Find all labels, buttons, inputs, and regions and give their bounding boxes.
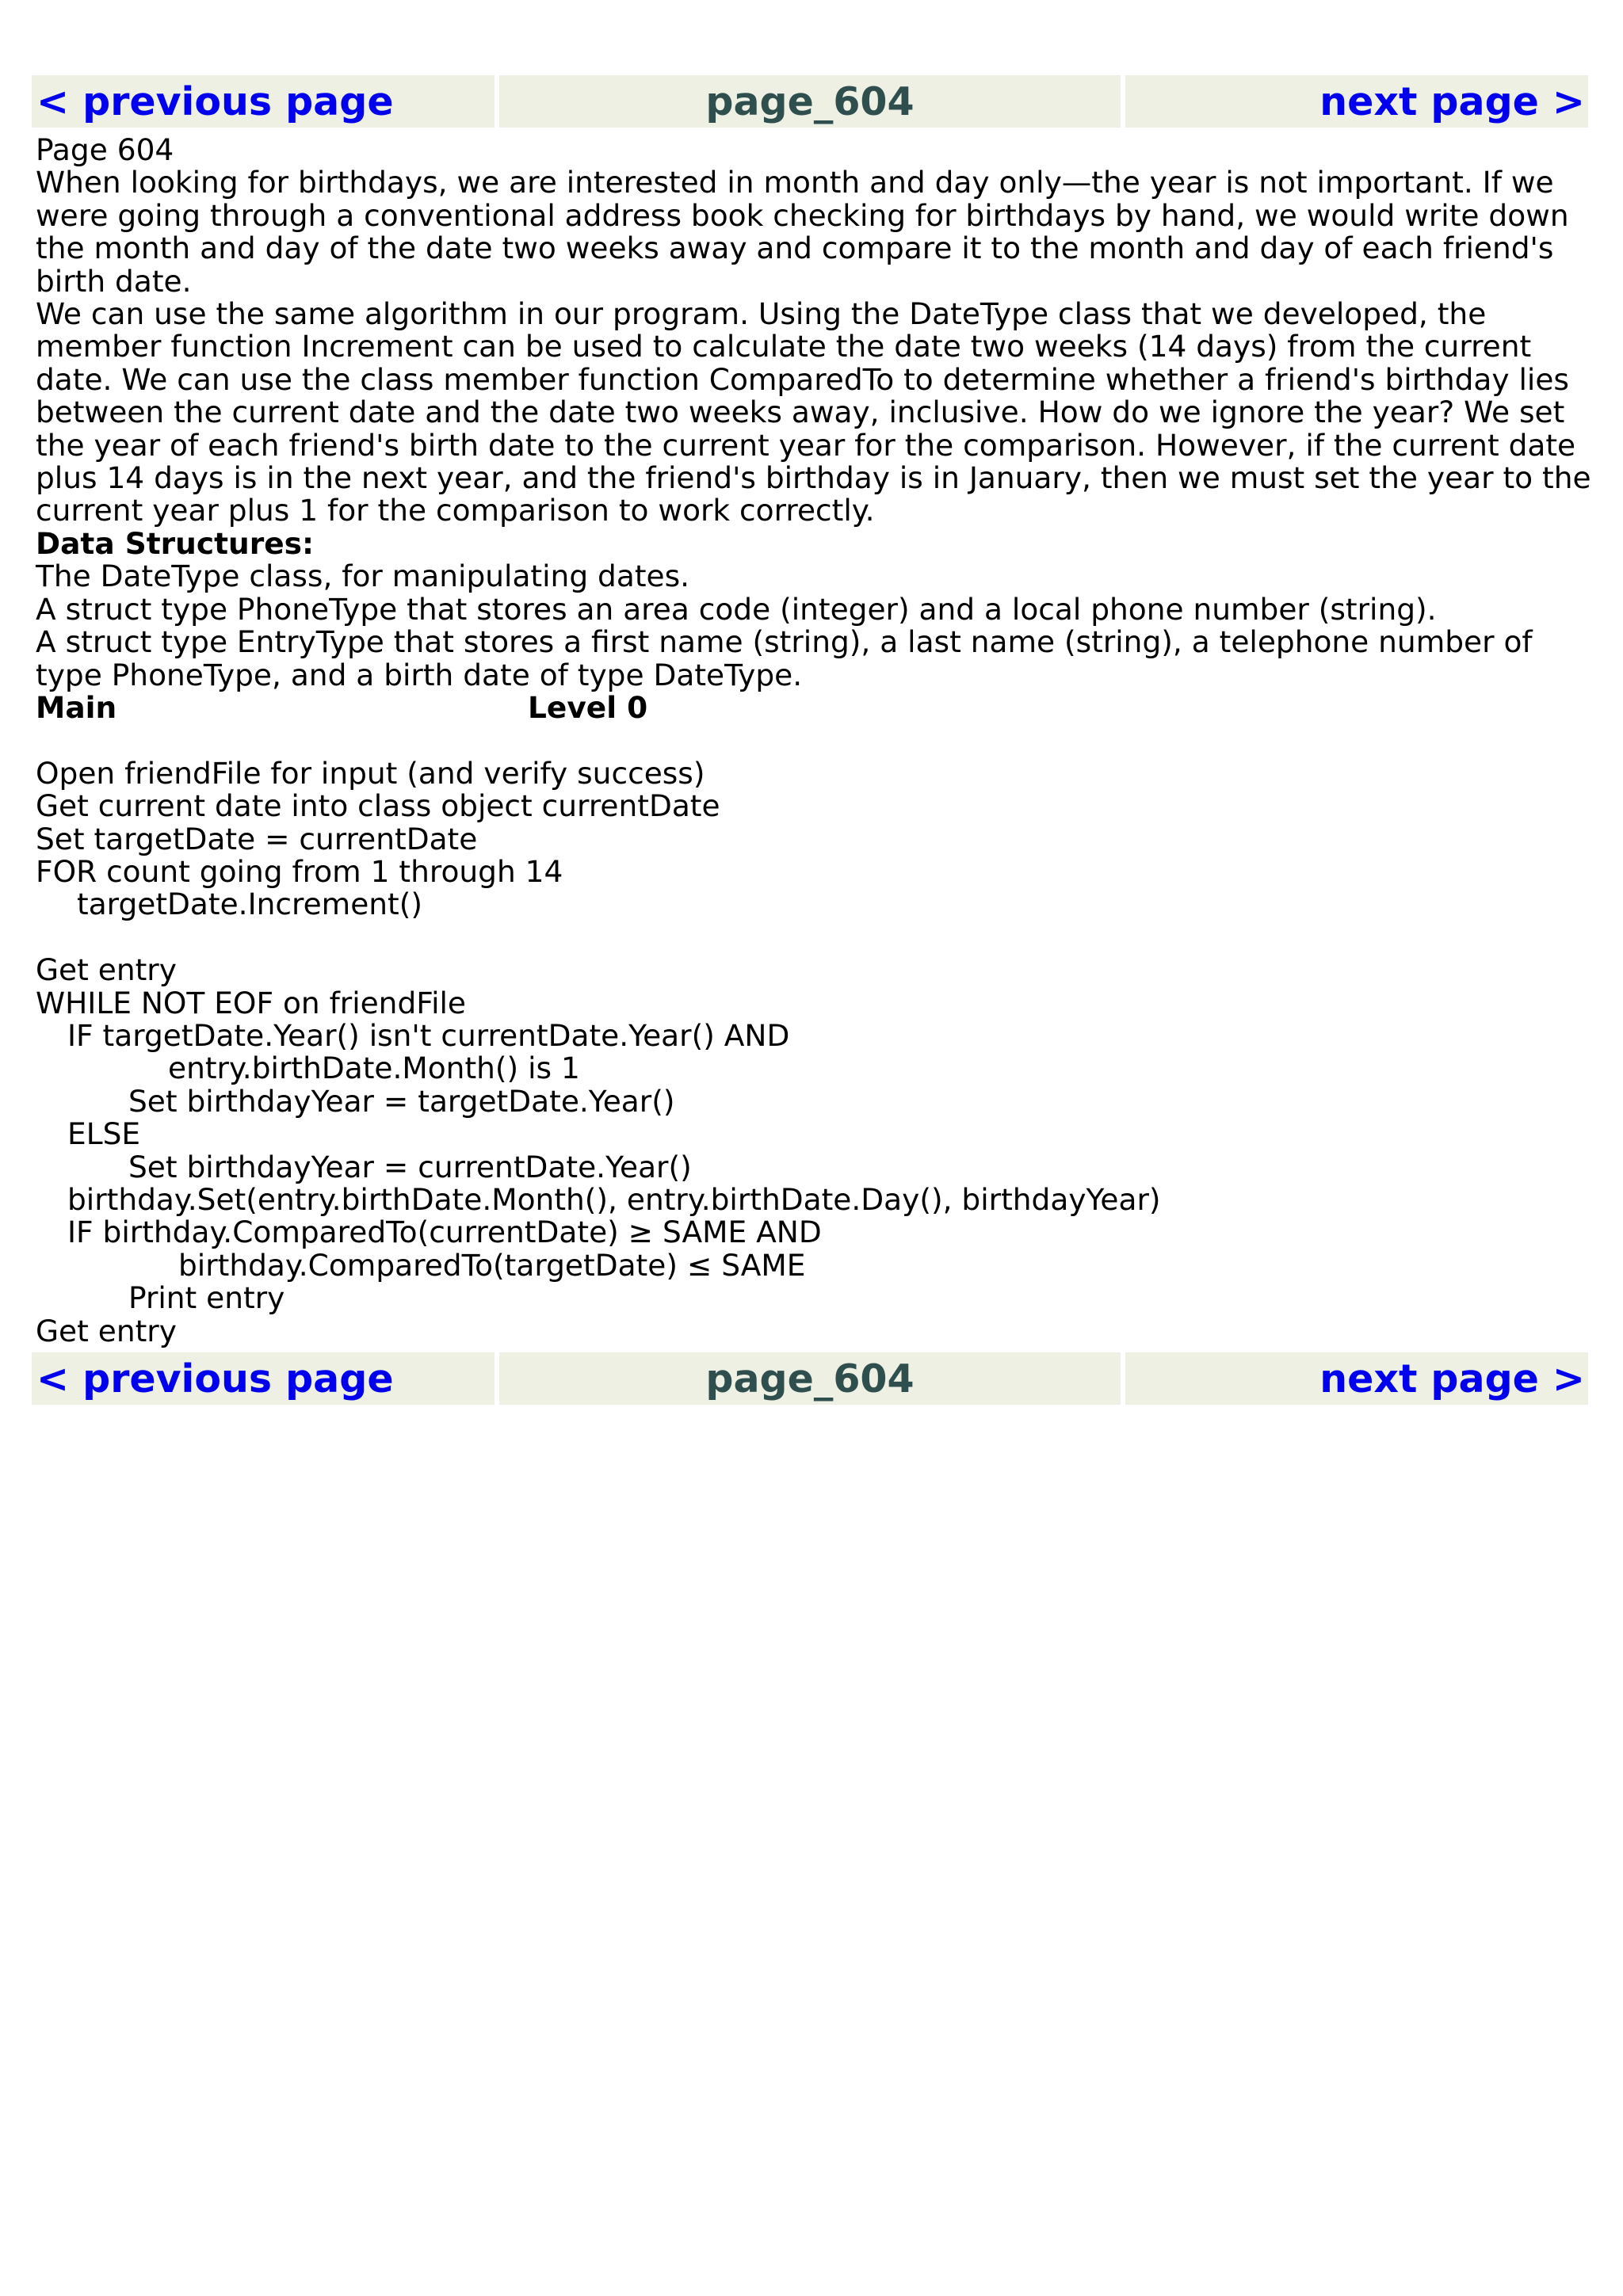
pseudocode-line: Get entry [36,952,177,988]
paragraph: We can use the same algorithm in our program. Using the DateType class that we developed, the member function Increment can be used to calculate the date two weeks (14 days) from the current date. We can use the class member function ComparedTo to determine whether a friend's birthday lies between the current date and the date two weeks away, inclusive. How do we ignore the year? We set the year of each friend's birth date to the current year for the comparison. However, if the current date plus 14 days is in the next year, and the friend's birthday is in January, then we must set the year to the current year plus 1 for the comparison to work correctly. [36,296,1591,528]
pseudocode-line: Set birthdayYear = targetDate.Year() [128,1083,675,1119]
pseudocode-line: IF birthday.ComparedTo(currentDate) ≥ SAME AND [67,1215,822,1250]
blank-line [36,724,1593,757]
pseudocode-line: entry.birthDate.Month() is 1 [168,1051,580,1086]
pseudocode-line: Open friendFile for input (and verify success) [36,755,705,791]
bottom-page-label: page_604 [499,1352,1121,1405]
pseudocode-line: IF targetDate.Year() isn't currentDate.Year() AND [67,1017,790,1053]
pseudocode-line: Get entry [36,1313,177,1348]
pseudocode-line: ELSE [67,1116,141,1152]
data-structure-item: The DateType class, for manipulating dates. [36,559,690,594]
pseudocode-line: birthday.ComparedTo(targetDate) ≤ SAME [178,1247,806,1283]
bottom-nav-prev-cell [32,1352,495,1405]
top-nav-bar [32,75,1593,128]
pseudocode-line: targetDate.Increment() [77,887,423,922]
top-nav-prev-cell [32,75,495,128]
data-structure-item: A struct type EntryType that stores a first name (string), a last name (string), a telephone number of type PhoneType, and a birth date of type DateType. [36,624,1533,692]
pseudocode-line: WHILE NOT EOF on friendFile [36,985,466,1020]
page-number: Page 604 [36,132,174,167]
top-nav-next-cell [1125,75,1588,128]
pseudocode-line: FOR count going from 1 through 14 [36,853,563,889]
previous-page-link[interactable]: < previous page [36,1356,394,1402]
previous-page-link[interactable]: < previous page [36,78,394,124]
top-page-label: page_604 [499,75,1121,128]
module-heading [36,689,1593,725]
blank-line [36,921,1593,954]
bottom-nav-next-cell [1125,1352,1588,1405]
next-page-link[interactable]: next page > [1319,1356,1585,1402]
page-content [32,128,1593,1352]
pseudocode-line: Set targetDate = currentDate [36,821,478,856]
data-structure-item: A struct type PhoneType that stores an area code (integer) and a local phone number (string). [36,591,1437,627]
module-name: Main [36,689,117,725]
bottom-nav-bar [32,1352,1593,1405]
pseudocode-line: Print entry [128,1280,285,1316]
pseudocode-line: birthday.Set(entry.birthDate.Month(), entry.birthDate.Day(), birthdayYear) [67,1181,1161,1217]
module-level: Level 0 [528,689,648,725]
data-structures-heading: Data Structures: [36,525,314,561]
next-page-link[interactable]: next page > [1319,78,1585,124]
page-container [32,75,1593,1405]
pseudocode-line: Set birthdayYear = currentDate.Year() [128,1149,692,1184]
pseudocode-line: Get current date into class object currentDate [36,788,720,824]
paragraph: When looking for birthdays, we are interested in month and day only—the year is not important. If we were going through a conventional address book checking for birthdays by hand, we would write down the month and day of the date two weeks away and compare it to the month and day of each friend's birth date. [36,165,1569,299]
